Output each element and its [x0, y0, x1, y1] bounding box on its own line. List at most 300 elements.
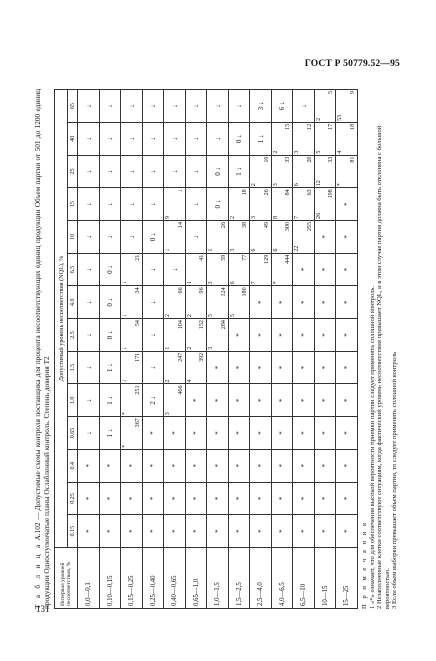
plan-cell	[207, 220, 229, 253]
plan-cell	[293, 384, 315, 417]
sample-size: 466	[177, 385, 184, 395]
plan-cell	[78, 155, 100, 188]
cell-value: ↓	[106, 169, 115, 174]
cell-value: *	[342, 267, 351, 272]
cell-value: *	[256, 496, 265, 501]
nql-col-header: 1.0	[68, 384, 78, 417]
row-header: Интервал уровней несоответствия, %	[55, 548, 78, 609]
plan-cell	[99, 515, 121, 548]
cell-value: *	[213, 365, 222, 370]
sample-size: 18	[242, 189, 249, 196]
plan-cell	[271, 319, 293, 352]
sample-size: 284	[220, 320, 227, 330]
plan-cell	[314, 449, 336, 482]
plan-cell	[78, 90, 100, 123]
acceptance-number: 3	[272, 183, 279, 187]
cell-value: 0 ↓	[106, 297, 115, 307]
cell-value: *	[342, 300, 351, 304]
plan-cell	[142, 482, 164, 515]
nql-col-header: 65	[68, 90, 78, 123]
cell-value: *	[342, 235, 351, 239]
cell-value: *	[278, 365, 287, 370]
table-row	[314, 90, 336, 609]
cell-value: ↓	[192, 202, 201, 206]
plan-cell	[142, 253, 164, 286]
acceptance-table	[54, 89, 358, 609]
cell-value: *	[256, 398, 265, 403]
plan-cell	[185, 188, 207, 221]
sample-size: 17	[328, 123, 335, 130]
cell-value: *	[321, 267, 330, 272]
nql-col-header: 0.65	[68, 417, 78, 450]
plan-cell	[207, 482, 229, 515]
cell-value: *	[299, 365, 308, 370]
plan-cell	[250, 384, 272, 417]
sample-size: 38	[242, 221, 249, 229]
cell-value: *	[149, 464, 158, 468]
acceptance-number: ↓	[165, 248, 172, 252]
plan-cell	[142, 384, 164, 417]
plan-cell	[78, 417, 100, 450]
plan-cell	[142, 351, 164, 384]
acceptance-number: ↓	[122, 314, 129, 318]
plan-cell	[228, 122, 250, 155]
sample-size: 66	[177, 287, 184, 294]
cell-value: *	[106, 464, 115, 468]
cell-value: 0 ↓	[106, 265, 115, 274]
nql-col-header: 15	[68, 188, 78, 221]
plan-cell	[99, 384, 121, 417]
table-row	[78, 90, 100, 609]
sample-size: 247	[177, 352, 184, 362]
cell-value: 2 ↓	[149, 395, 158, 405]
cell-value: ↓	[170, 267, 179, 272]
plan-cell	[250, 482, 272, 515]
acceptance-number: 1	[208, 248, 215, 252]
table-row	[207, 90, 229, 609]
plan-cell	[78, 384, 100, 417]
cell-value: *	[213, 496, 222, 501]
cell-value: ↓	[192, 104, 201, 108]
cell-value: ↓	[149, 202, 158, 206]
cell-value: *	[127, 496, 136, 501]
plan-cell	[78, 122, 100, 155]
plan-cell	[78, 319, 100, 352]
sample-size: 251	[134, 385, 141, 395]
cell-value: ↓	[127, 104, 136, 108]
plan-cell	[336, 253, 358, 286]
cell-value: *	[170, 529, 179, 533]
table-row	[164, 90, 186, 609]
cell-value: *	[106, 496, 115, 501]
table-row	[271, 90, 293, 609]
plan-cell	[271, 122, 293, 155]
plan-cell	[314, 220, 336, 253]
table-row	[336, 90, 358, 609]
cell-value: ↓	[149, 300, 158, 304]
rotated-table-block	[33, 88, 399, 609]
cell-value: ↓	[192, 136, 201, 141]
cell-value: ↓	[149, 136, 158, 141]
plan-cell	[207, 188, 229, 221]
cell-value: *	[342, 202, 351, 206]
cell-value: *	[149, 529, 158, 533]
plan-cell	[164, 449, 186, 482]
cell-value: *	[342, 431, 351, 435]
plan-cell	[250, 155, 272, 188]
plan-cell	[78, 449, 100, 482]
note-2: 2 Незаполненные клетки соответствуют ситуациям, когда фактический уровень несоответствия превышает NQL, и в этом случае партия должна быть отклонена с большой вероятностью.	[376, 125, 391, 609]
plan-cell	[99, 449, 121, 482]
acceptance-number: 2	[315, 117, 322, 121]
note-3: 3 Если объем выборки превышает объем партии, то следует применять сплошной контроль	[391, 351, 399, 609]
cell-value: *	[299, 333, 308, 337]
plan-cell	[164, 384, 186, 417]
plan-cell	[142, 220, 164, 253]
cell-value: ↓	[106, 235, 115, 239]
cell-value: *	[213, 529, 222, 533]
plan-cell	[164, 286, 186, 319]
cell-value: ↓	[84, 267, 93, 272]
nql-col-header: 0.15	[68, 515, 78, 548]
plan-cell	[207, 90, 229, 123]
plan-cell	[185, 449, 207, 482]
plan-cell	[250, 351, 272, 384]
cell-value: ↓	[149, 333, 158, 337]
interval-label: 1,5—2,5	[228, 548, 250, 609]
plan-cell	[293, 220, 315, 253]
sample-size: 21	[134, 254, 141, 261]
plan-cell	[293, 417, 315, 450]
plan-cell	[228, 253, 250, 286]
plan-cell	[207, 319, 229, 352]
acceptance-number: *	[272, 281, 279, 285]
cell-value: *	[106, 529, 115, 533]
plan-cell	[293, 253, 315, 286]
plan-cell	[336, 351, 358, 384]
plan-cell	[228, 188, 250, 221]
cell-value: *	[84, 529, 93, 533]
plan-cell	[336, 90, 358, 123]
cell-value: ↓	[84, 235, 93, 239]
plan-cell	[121, 384, 143, 417]
plan-cell	[142, 449, 164, 482]
interval-label: 0,25—0,40	[142, 548, 164, 609]
sample-size: 367	[134, 418, 141, 428]
plan-cell	[142, 122, 164, 155]
cell-value: *	[321, 398, 330, 403]
plan-cell	[207, 122, 229, 155]
interval-label: 0,65—1,0	[185, 548, 207, 609]
cell-value: ↓	[127, 136, 136, 141]
cell-value: *	[342, 333, 351, 337]
cell-value: ↓	[127, 202, 136, 206]
table-body	[78, 90, 358, 609]
cell-value: 0 ↓	[235, 134, 244, 144]
plan-cell	[228, 286, 250, 319]
note-1: 1 «*» означает, что для обеспечения высокой вероятности приемки партии следует применять сплошной контроль.	[368, 285, 376, 609]
acceptance-number: 26	[315, 212, 322, 219]
cell-value: *	[127, 464, 136, 468]
plan-cell	[164, 515, 186, 548]
acceptance-number: 2	[229, 215, 236, 219]
plan-cell	[293, 515, 315, 548]
cell-value: ↓	[84, 136, 93, 141]
plan-cell	[228, 90, 250, 123]
cell-value: *	[256, 464, 265, 468]
cell-value: *	[342, 398, 351, 403]
cell-value: ↓	[170, 169, 179, 174]
plan-cell	[207, 155, 229, 188]
plan-cell	[164, 122, 186, 155]
cell-value: *	[256, 333, 265, 337]
nql-col-header: 40	[68, 122, 78, 155]
sample-size: 129	[263, 254, 270, 264]
plan-cell	[293, 188, 315, 221]
plan-cell	[99, 90, 121, 123]
interval-label: 1,0—1,5	[207, 548, 229, 609]
plan-cell	[185, 155, 207, 188]
cell-value: *	[256, 431, 265, 435]
sample-size: 10	[263, 156, 270, 163]
sample-size: 63	[306, 189, 313, 196]
plan-cell	[121, 188, 143, 221]
plan-cell	[164, 482, 186, 515]
cell-value: 0 ↓	[213, 199, 222, 209]
acceptance-number: 4	[186, 379, 193, 383]
cell-value: *	[278, 333, 287, 337]
plan-cell	[78, 286, 100, 319]
plan-cell	[250, 319, 272, 352]
cell-value: *	[321, 464, 330, 468]
nql-group-header: Допустимый уровень несоответствия (NQL), %	[55, 90, 68, 548]
sample-size: 81	[349, 156, 356, 163]
plan-cell	[121, 286, 143, 319]
cell-value: 0 ↓	[213, 167, 222, 176]
cell-value: *	[299, 431, 308, 435]
cell-value: ↓	[106, 104, 115, 108]
plan-cell	[207, 449, 229, 482]
table-row	[121, 90, 143, 609]
plan-cell	[228, 220, 250, 253]
sample-size: 392	[199, 352, 206, 362]
interval-label: 2,5—4,0	[250, 548, 272, 609]
plan-cell	[99, 351, 121, 384]
cell-value: ↓	[149, 365, 158, 370]
plan-cell	[142, 188, 164, 221]
plan-cell	[185, 515, 207, 548]
cell-value: *	[278, 431, 287, 435]
plan-cell	[293, 122, 315, 155]
cell-value: *	[342, 529, 351, 533]
plan-cell	[207, 384, 229, 417]
plan-cell	[185, 122, 207, 155]
plan-cell	[271, 286, 293, 319]
cell-value: 1 ↓	[106, 363, 115, 373]
cell-value: ↓	[106, 136, 115, 141]
table-row	[142, 90, 164, 609]
cell-value: ↓	[84, 202, 93, 206]
cell-value: *	[278, 398, 287, 403]
plan-cell	[336, 122, 358, 155]
plan-cell	[228, 515, 250, 548]
plan-cell	[142, 155, 164, 188]
interval-label: 0,0—0,1	[78, 548, 100, 609]
cell-value: 0 ↓	[106, 330, 115, 340]
sample-size: 5	[328, 91, 335, 95]
acceptance-number: ↓	[122, 281, 129, 285]
plan-cell	[164, 90, 186, 123]
sample-size: 104	[177, 320, 184, 330]
sample-size: 444	[285, 254, 292, 264]
plan-cell	[250, 286, 272, 319]
cell-value: *	[235, 464, 244, 468]
plan-cell	[164, 188, 186, 221]
notes-title: П р и м е ч а н и я	[360, 521, 368, 609]
plan-cell	[78, 253, 100, 286]
plan-cell	[121, 122, 143, 155]
plan-cell	[314, 286, 336, 319]
cell-value: *	[235, 365, 244, 370]
cell-value: *	[235, 529, 244, 533]
plan-cell	[293, 286, 315, 319]
acceptance-number: 2	[165, 314, 172, 318]
acceptance-number: 7	[294, 215, 301, 219]
acceptance-number: 12	[315, 180, 322, 187]
cell-value: *	[278, 496, 287, 501]
acceptance-number: 1	[165, 346, 172, 350]
plan-cell	[78, 482, 100, 515]
cell-value: ↓	[127, 169, 136, 174]
cell-value: *	[256, 365, 265, 370]
plan-cell	[99, 417, 121, 450]
acceptance-number: 3	[294, 150, 301, 154]
cell-value: *	[84, 496, 93, 501]
cell-value: ↓	[149, 169, 158, 174]
sample-size: 9	[349, 91, 356, 95]
cell-value: ↓	[84, 431, 93, 435]
acceptance-number: *	[122, 412, 129, 416]
plan-cell	[121, 319, 143, 352]
plan-cell	[336, 449, 358, 482]
acceptance-number: ↓	[122, 379, 129, 383]
acceptance-number: 6	[229, 281, 236, 285]
cell-value: *	[321, 431, 330, 435]
nql-col-header: 25	[68, 155, 78, 188]
cell-value: ↓	[299, 104, 308, 108]
sample-size: 34	[134, 287, 141, 294]
plan-cell	[271, 351, 293, 384]
plan-cell	[228, 351, 250, 384]
acceptance-number: 3	[251, 215, 258, 219]
cell-value: *	[192, 464, 201, 468]
acceptance-number: 3	[229, 248, 236, 252]
page-number: 131	[36, 604, 50, 614]
nql-col-header: 10	[68, 220, 78, 253]
cell-value: *	[342, 464, 351, 468]
plan-cell	[207, 417, 229, 450]
interval-label: 15—25	[336, 548, 358, 609]
plan-cell	[164, 351, 186, 384]
plan-cell	[271, 417, 293, 450]
acceptance-number: 2	[186, 346, 193, 350]
cell-value: *	[192, 431, 201, 435]
plan-cell	[293, 155, 315, 188]
caption-label: Т а б л и ц а	[33, 542, 42, 609]
cell-value: *	[321, 235, 330, 239]
cell-value: *	[342, 365, 351, 370]
cell-value: ↓	[149, 104, 158, 108]
cell-value: *	[235, 333, 244, 337]
interval-label: 0,15—0,25	[121, 548, 143, 609]
sample-size: 124	[220, 287, 227, 297]
cell-value: *	[127, 529, 136, 533]
sample-size: 18	[349, 123, 356, 130]
plan-cell	[336, 188, 358, 221]
plan-cell	[207, 253, 229, 286]
acceptance-number: 2	[251, 183, 258, 187]
cell-value: *	[321, 496, 330, 501]
interval-label: 6,5—10	[293, 548, 315, 609]
plan-cell	[207, 286, 229, 319]
plan-cell	[185, 351, 207, 384]
plan-cell	[250, 188, 272, 221]
sample-size: 41	[199, 254, 206, 261]
cell-value: ↓	[106, 202, 115, 206]
cell-value: *	[170, 464, 179, 468]
acceptance-number: 3	[208, 281, 215, 285]
standard-header: ГОСТ Р 50779.52—95	[304, 59, 400, 69]
plan-cell	[250, 90, 272, 123]
nql-col-header: 1.5	[68, 351, 78, 384]
plan-cell	[99, 319, 121, 352]
sample-size: ↓	[177, 189, 184, 193]
nql-col-header: 6.5	[68, 253, 78, 286]
acceptance-number: 9	[165, 215, 172, 219]
sample-size: 33	[285, 156, 292, 163]
notes-block	[361, 89, 399, 609]
cell-value: ↓	[84, 398, 93, 403]
plan-cell	[314, 319, 336, 352]
plan-cell	[228, 384, 250, 417]
acceptance-number: 4	[337, 150, 344, 154]
plan-cell	[336, 286, 358, 319]
cell-value: *	[235, 398, 244, 403]
cell-value: ↓	[127, 235, 136, 239]
cell-value: ↓	[149, 267, 158, 272]
acceptance-number: 2	[186, 314, 193, 318]
cell-value: *	[192, 398, 201, 403]
cell-value: 1 ↓	[106, 395, 115, 405]
acceptance-number: 53	[337, 114, 344, 121]
plan-cell	[250, 253, 272, 286]
sample-size: 33	[328, 156, 335, 163]
plan-cell	[164, 417, 186, 450]
cell-value: *	[256, 300, 265, 304]
plan-cell	[271, 188, 293, 221]
plan-cell	[164, 253, 186, 286]
cell-value: *	[321, 529, 330, 533]
cell-value: 6 ↓	[278, 101, 287, 111]
plan-cell	[271, 253, 293, 286]
sample-size: 20	[306, 156, 313, 163]
plan-cell	[121, 515, 143, 548]
cell-value: *	[149, 496, 158, 501]
plan-cell	[271, 220, 293, 253]
cell-value: *	[213, 431, 222, 435]
nql-col-header: 2.5	[68, 319, 78, 352]
plan-cell	[99, 253, 121, 286]
